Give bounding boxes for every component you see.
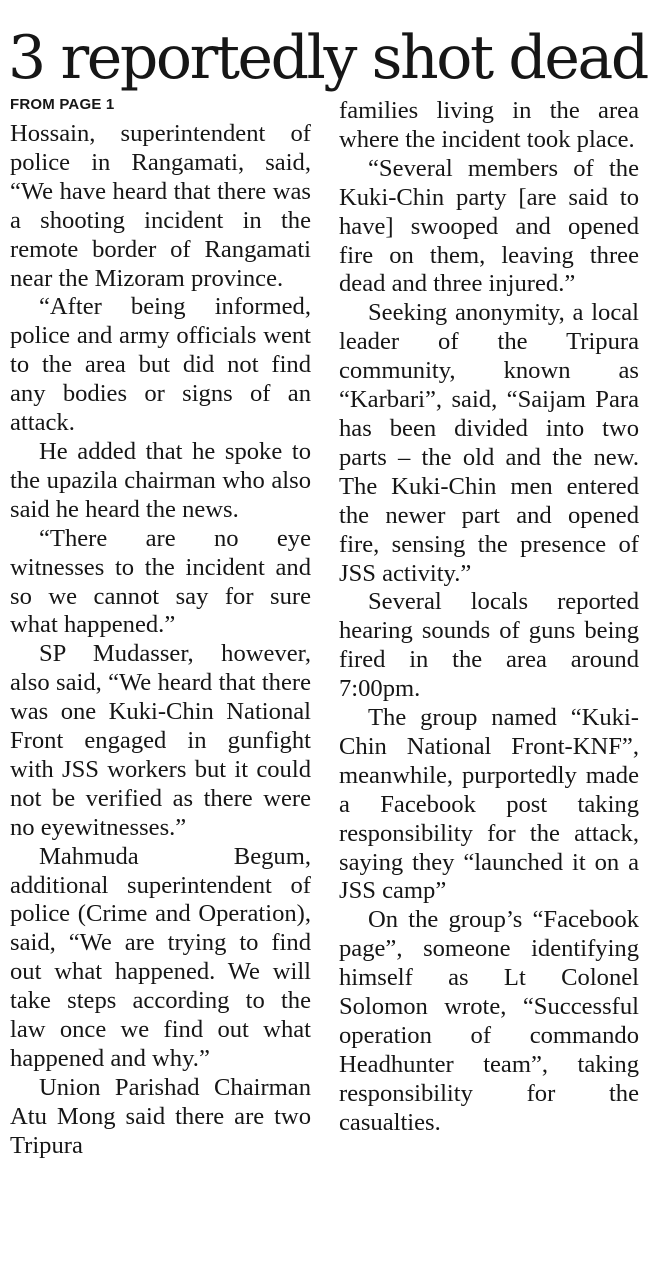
paragraph: On the group’s “Facebook page”, someone identifying himself as Lt Colonel Solomon wrote, “Successful operation of commando Headhunter team”, taking responsibility for the casualties. (339, 906, 639, 1136)
paragraph: “After being informed, police and army officials went to the area but did not find any bodies or signs of an attack. (10, 293, 311, 437)
headline: 3 reportedly shot dead (8, 23, 647, 93)
paragraph: Union Parishad Chairman Atu Mong said there are two Tripura (10, 1073, 311, 1159)
paragraph: “Several members of the Kuki-Chin party [are said to have] swooped and opened fire on them, leaving three dead and three injured.” (339, 154, 639, 298)
paragraph: “There are no eye witnesses to the incident and so we cannot say for sure what happened.” (10, 524, 311, 639)
paragraph: Seeking anonymity, a local leader of the Tripura community, known as “Karbari”, said, “Saijam Para has been divided into two parts – the old and the new. The Kuki-Chin men entered the newer part and opened fire, sensing the presence of JSS activity.” (339, 299, 639, 587)
paragraph: SP Mudasser, however, also said, “We heard that there was one Kuki-Chin National Front engaged in gunfight with JSS workers but it could not be verified as there were no eyewitnesses.” (10, 640, 311, 841)
paragraph: Hossain, superintendent of police in Rangamati, said, “We have heard that there was a shooting incident in the remote border of Rangamati near the Mizoram province. (10, 120, 311, 292)
paragraph: The group named “Kuki-Chin National Front-KNF”, meanwhile, purportedly made a Facebook post taking responsibility for the attack, saying they “launched it on a JSS camp” (339, 704, 639, 905)
paragraph: Mahmuda Begum, additional superintendent of police (Crime and Operation), said, “We are trying to find out what happened. We will take steps according to the law once we find out what happened and why.” (10, 842, 311, 1072)
jump-line: FROM PAGE 1 (10, 96, 115, 113)
paragraph: He added that he spoke to the upazila chairman who also said he heard the news. (10, 437, 311, 523)
left-column (10, 95, 311, 1161)
paragraph: families living in the area where the incident took place. (339, 97, 639, 153)
right-column (339, 97, 639, 1138)
paragraph: Several locals reported hearing sounds of guns being fired in the area around 7:00pm. (339, 588, 639, 703)
